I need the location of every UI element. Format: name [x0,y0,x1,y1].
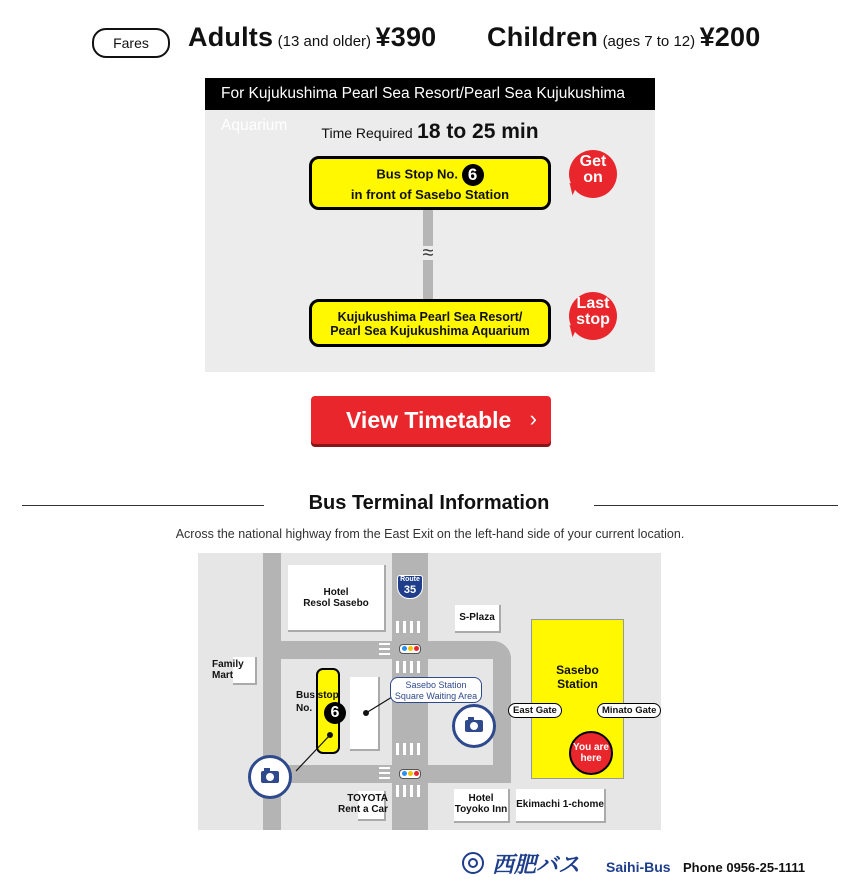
terminal-map [198,553,661,830]
bus-stop-number: 6 [324,702,346,724]
camera-icon[interactable] [248,755,292,799]
sasebo-station-label: Sasebo Station [556,663,599,691]
you-are-here-marker: You are here [569,731,613,775]
last-stop-badge-line2: stop [576,311,610,328]
route-break-symbol: ≈ [413,246,443,260]
saihi-bus-logo-jp: 西肥バス [492,852,581,877]
get-on-line2: on [583,169,603,186]
last-stop-line1: Kujukushima Pearl Sea Resort/ [337,310,523,324]
last-stop-badge-tail [565,325,576,337]
last-stop-line2: Pearl Sea Kujukushima Aquarium [330,324,530,338]
terminal-description: Across the national highway from the East Exit on the left-hand side of your current location. [175,527,685,541]
time-required [205,120,655,144]
hotel-toyoko-inn: Hotel Toyoko Inn [454,789,510,823]
camera-icon[interactable] [452,704,496,748]
saihi-bus-logo-en: Saihi-Bus [606,859,671,875]
adults-price: ¥390 [375,22,437,52]
last-stop-badge [569,292,617,340]
boarding-stop-location: in front of Sasebo Station [350,187,510,202]
children-label: Children [487,22,599,52]
boarding-stop-number: 6 [462,164,484,186]
view-timetable-button[interactable] [311,396,551,444]
divider-right [594,505,838,506]
ekimachi-1-chome: Ekimachi 1-chome [516,789,606,823]
get-on-line1: Get [579,153,607,170]
route-destination-header: For Kujukushima Pearl Sea Resort/Pearl Sea Kujukushima Aquarium [205,78,655,110]
get-on-badge-tail [565,183,576,195]
children-age: (ages 7 to 12) [602,33,696,50]
terminal-info-title: Bus Terminal Information [308,492,550,514]
hotel-resol-sasebo: Hotel Resol Sasebo [288,565,386,632]
toyota-rent-a-car: TOYOTA Rent a Car [337,793,388,815]
time-required-value: 18 to 25 min [417,120,539,143]
adults-age: (13 and older) [277,33,372,50]
route-card [205,78,655,372]
chevron-right-icon: › [529,406,537,431]
route-number: 35 [403,584,417,596]
waiting-area-label: Sasebo Station Square Waiting Area [390,677,482,703]
boarding-stop-box [309,156,551,210]
child-fare [487,22,760,53]
s-plaza: S-Plaza [455,605,501,633]
last-stop-box [309,299,551,347]
children-price: ¥200 [699,22,761,52]
adults-label: Adults [188,22,274,52]
fares-label: Fares [92,28,170,58]
bus-stop-label: Bus stop No. [296,690,339,714]
saihi-bus-emblem-icon [462,852,484,874]
family-mart-label: Family Mart [212,659,244,681]
adult-fare [188,22,436,53]
phone-number: Phone 0956-25-1111 [683,860,806,875]
get-on-badge [569,150,617,198]
divider-left [22,505,264,506]
last-stop-badge-line1: Last [576,295,610,312]
east-gate-label: East Gate [508,703,562,718]
time-required-label: Time Required [321,125,413,141]
view-timetable-label: View Timetable [346,406,512,433]
boarding-stop-label: Bus Stop No. [376,166,458,182]
minato-gate-label: Minato Gate [597,703,661,718]
route-label: Route [400,576,420,583]
